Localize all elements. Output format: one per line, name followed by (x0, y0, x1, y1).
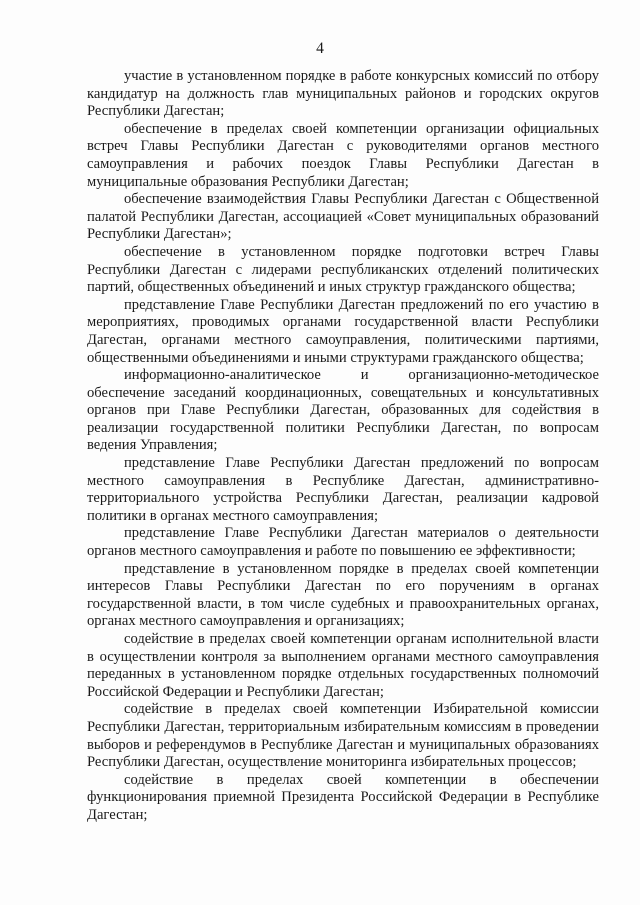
paragraph-10: содействие в пределах своей компетенции органам исполнительной власти в осуществлении контроля за выполнением органами местного самоуправления переданных в установленном порядке отдельных государственных полномочий Российской Федерации и Республики Дагестан; (87, 631, 599, 700)
paragraph-8: представление Главе Республики Дагестан материалов о деятельности органов местного самоуправления и работе по повышению ее эффективности; (87, 525, 599, 560)
paragraph-1: участие в установленном порядке в работе конкурсных комиссий по отбору кандидатур на должность глав муниципальных районов и городских округов Республики Дагестан; (87, 68, 599, 120)
document-body (87, 68, 599, 825)
paragraph-2: обеспечение в пределах своей компетенции организации официальных встреч Главы Республики Дагестан с руководителями органов местного самоуправления и рабочих поездок Главы Республики Дагестан в муниципальные образования Республики Дагестан; (87, 120, 599, 190)
paragraph-7: представление Главе Республики Дагестан предложений по вопросам местного самоуправления в Республике Дагестан, административно-территориального устройства Республики Дагестан, реализации кадровой политики в органах местного самоуправления; (87, 455, 599, 524)
page-number: 4 (316, 40, 324, 57)
paragraph-11: содействие в пределах своей компетенции Избирательной комиссии Республики Дагестан, территориальным избирательным комиссиям в проведении выборов и референдумов в Республике Дагестан и муниципальных образованиях Республики Дагестан, осуществление мониторинга избирательных процессов; (87, 701, 599, 771)
paragraph-9: представление в установленном порядке в пределах своей компетенции интересов Главы Республики Дагестан по его поручениям в органах государственной власти, в том числе судебных и правоохранительных органах, органах местного самоуправления и организациях; (87, 560, 599, 630)
paragraph-12: содействие в пределах своей компетенции в обеспечении функционирования приемной Президента Российской Федерации в Республике Дагестан; (87, 771, 599, 823)
paragraph-3: обеспечение взаимодействия Главы Республики Дагестан с Общественной палатой Республики Дагестан, ассоциацией «Совет муниципальных образований Республики Дагестан»; (87, 191, 599, 243)
paragraph-6: информационно-аналитическое и организационно-методическое обеспечение заседаний координационных, совещательных и консультативных органов при Главе Республики Дагестан, образованных для содействия в реализации государственной политики Республики Дагестан, по вопросам ведения Управления; (87, 367, 599, 454)
paragraph-5: представление Главе Республики Дагестан предложений по его участию в мероприятиях, проводимых органами государственной власти Республики Дагестан, органами местного самоуправления, политическими партиями, общественными объединениями и иными структурами гражданского общества; (87, 296, 599, 366)
paragraph-4: обеспечение в установленном порядке подготовки встреч Главы Республики Дагестан с лидерами республиканских отделений политических партий, общественных объединений и иных структур гражданского общества; (87, 243, 599, 296)
